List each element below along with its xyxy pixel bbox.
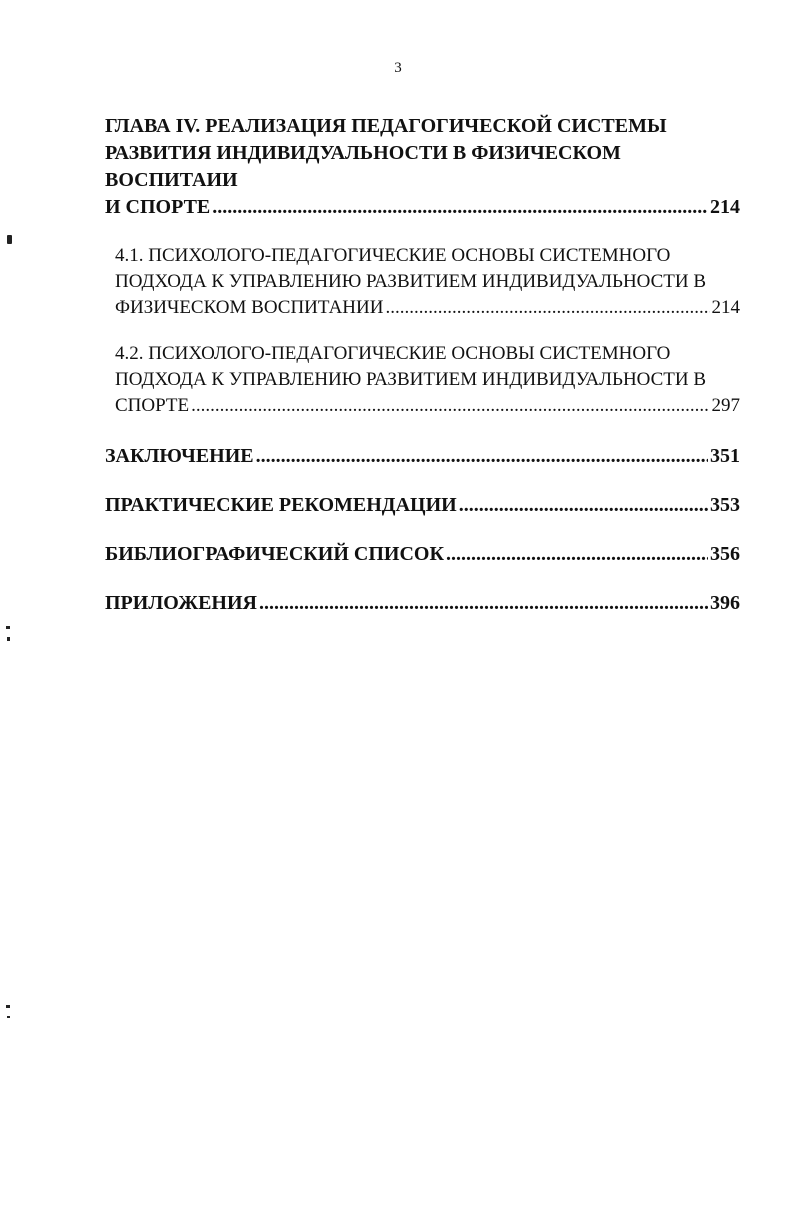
scan-mark <box>7 637 10 641</box>
toc-entry-line: РАЗВИТИЯ ИНДИВИДУАЛЬНОСТИ В ФИЗИЧЕСКОМ ВОСПИТАИИ <box>105 142 621 191</box>
toc-entry-appendices[interactable] <box>105 590 740 617</box>
toc-entry-line: 4.1. ПСИХОЛОГО-ПЕДАГОГИЧЕСКИЕ ОСНОВЫ СИСТЕМНОГО <box>115 245 671 266</box>
toc-entry-section-4-2[interactable] <box>115 341 740 419</box>
toc-entry-title-end: И СПОРТЕ <box>105 196 211 218</box>
toc-page-number: 214 <box>710 196 740 218</box>
toc-page-number: 396 <box>710 592 740 614</box>
toc-entry-last-line <box>105 541 740 568</box>
toc-entry-line: 4.2. ПСИХОЛОГО-ПЕДАГОГИЧЕСКИЕ ОСНОВЫ СИСТЕМНОГО <box>115 343 671 364</box>
toc-page-number: 353 <box>710 494 740 516</box>
dot-leader <box>385 295 709 321</box>
toc-page-number: 214 <box>711 297 740 318</box>
scan-mark <box>7 1016 10 1018</box>
dot-leader <box>212 194 708 221</box>
toc-entry-last-line <box>115 393 740 419</box>
toc-entry-title: ЗАКЛЮЧЕНИЕ <box>105 445 254 467</box>
toc-entry-last-line <box>105 492 740 519</box>
table-of-contents <box>105 113 740 617</box>
toc-entry-title: БИБЛИОГРАФИЧЕСКИЙ СПИСОК <box>105 543 444 565</box>
dot-leader <box>256 443 708 470</box>
dot-leader <box>259 590 708 617</box>
scan-mark <box>6 626 10 629</box>
toc-entry-line: ПОДХОДА К УПРАВЛЕНИЮ РАЗВИТИЕМ ИНДИВИДУАЛЬНОСТИ В <box>115 369 707 390</box>
dot-leader <box>446 541 708 568</box>
toc-entry-line: ПОДХОДА К УПРАВЛЕНИЮ РАЗВИТИЕМ ИНДИВИДУАЛЬНОСТИ В <box>115 271 707 292</box>
toc-page-number: 356 <box>710 543 740 565</box>
toc-entry-bibliography[interactable] <box>105 541 740 568</box>
scan-mark <box>7 235 12 244</box>
dot-leader <box>191 393 709 419</box>
toc-page-number: 297 <box>711 395 740 416</box>
toc-entry-last-line <box>105 443 740 470</box>
toc-page-number: 351 <box>710 445 740 467</box>
scan-mark <box>6 1005 10 1008</box>
toc-entry-title-end: СПОРТЕ <box>115 395 190 416</box>
toc-entry-last-line <box>115 295 740 321</box>
toc-entry-last-line <box>105 590 740 617</box>
toc-entry-title: ПРАКТИЧЕСКИЕ РЕКОМЕНДАЦИИ <box>105 494 457 516</box>
toc-entry-conclusion[interactable] <box>105 443 740 470</box>
toc-entry-last-line <box>105 194 740 221</box>
toc-entry-section-4-1[interactable] <box>115 243 740 321</box>
dot-leader <box>459 492 708 519</box>
page-number: 3 <box>394 60 402 76</box>
toc-entry-title-end: ФИЗИЧЕСКОМ ВОСПИТАНИИ <box>115 297 384 318</box>
toc-entry-line: ГЛАВА IV. РЕАЛИЗАЦИЯ ПЕДАГОГИЧЕСКОЙ СИСТЕМЫ <box>105 115 667 137</box>
toc-entry-title: ПРИЛОЖЕНИЯ <box>105 592 257 614</box>
toc-entry-recommendations[interactable] <box>105 492 740 519</box>
toc-entry-chapter-4[interactable] <box>105 113 740 221</box>
